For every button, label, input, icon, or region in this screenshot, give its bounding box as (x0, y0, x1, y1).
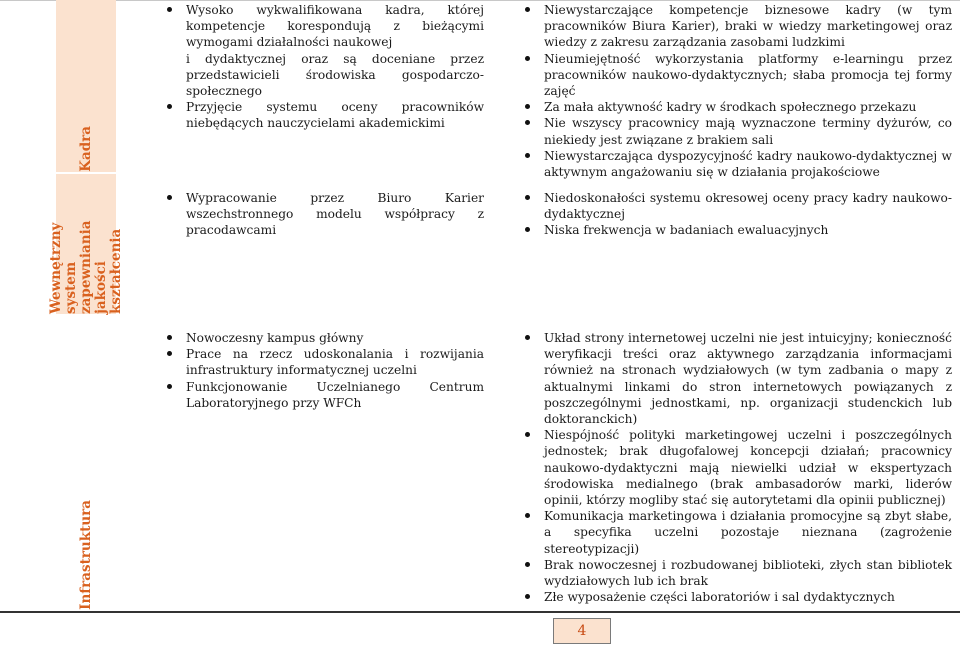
list-item: Przyjęcie systemu oceny pracowników niebędących nauczycielami akademickimi (164, 99, 484, 131)
list-item: Układ strony internetowej uczelni nie jest intuicyjny; konieczność weryfikacji treści oraz aktywnego zarządzania informacjami również na stronach wydziałowych (w tym zadbania o mapy z aktualnymi linkami do stron internetowych powiązanych z poszczególnymi jednostkami, np. organizacji studenckich lub doktoranckich) (522, 330, 952, 427)
list-item: Brak nowoczesnej i rozbudowanej biblioteki, złych stan bibliotek wydziałowych lub ich brak (522, 557, 952, 589)
list-item: Za mała aktywność kadry w środkach społecznego przekazu (522, 99, 952, 115)
list-item: Nieumiejętność wykorzystania platformy e-learningu przez pracowników naukowo-dydaktycznych; słaba promocja tej formy zajęć (522, 51, 952, 100)
section-label-box (56, 0, 116, 172)
list-item: Komunikacja marketingowa i działania promocyjne są zbyt słabe, a specyfika uczelni pozostaje nieznana (zagrożenie stereotypizacji) (522, 508, 952, 557)
section-system-jakosci (0, 174, 960, 314)
section-label-box (47, 174, 124, 314)
list-item: Wypracowanie przez Biuro Karier wszechstronnego modelu współpracy z pracodawcami (164, 190, 484, 239)
list-item: Wysoko wykwalifikowana kadra, której kompetencje korespondują z bieżącymi wymogami działalności naukowej (164, 2, 484, 51)
list-item: Niespójność polityki marketingowej uczelni i poszczególnych jednostek; brak długofalowej koncepcji działań; pracownicy naukowo-dydaktyczni mają niewielki udział w ekspertyzach środowiska medialnego (brak ambasadorów marki, liderów opinii, którzy mogliby stać się autorytetami dla opinii publicznej) (522, 427, 952, 508)
strengths-column (164, 190, 484, 239)
weaknesses-column (522, 330, 952, 605)
list-item: i dydaktycznej oraz są doceniane przez przedstawicieli środowiska gospodarczo-społecznego (186, 51, 484, 99)
strengths-column (164, 330, 484, 411)
list-item: Niska frekwencja w badaniach ewaluacyjnych (522, 222, 952, 238)
section-label: Kadra (77, 126, 94, 172)
footer-divider (0, 611, 960, 613)
list-item: Funkcjonowanie Uczelnianego Centrum Laboratoryjnego przy WFCh (164, 379, 484, 411)
weaknesses-column (522, 190, 952, 239)
section-label: Wewnętrzny system zapewniania jakości kształcenia (47, 220, 124, 314)
list-item: Niedoskonałości systemu okresowej oceny pracy kadry naukowo-dydaktycznej (522, 190, 952, 222)
list-item: Nie wszyscy pracownicy mają wyznaczone terminy dyżurów, co niekiedy jest związane z brakiem sali (522, 115, 952, 147)
section-label: Infrastruktura (77, 500, 94, 610)
list-item: Niewystarczające kompetencje biznesowe kadry (w tym pracowników Biura Karier), braki w wiedzy marketingowej oraz wiedzy z zakresu zarządzania zasobami ludzkimi (522, 2, 952, 51)
list-item: Złe wyposażenie części laboratoriów i sal dydaktycznych (522, 589, 952, 605)
section-kadra (0, 0, 960, 180)
list-item: Prace na rzecz udoskonalania i rozwijania infrastruktury informatycznej uczelni (164, 346, 484, 378)
list-item: Nowoczesny kampus główny (164, 330, 484, 346)
page-number: 4 (553, 618, 611, 644)
strengths-column (164, 2, 484, 132)
section-infrastruktura (0, 316, 960, 610)
weaknesses-column (522, 2, 952, 180)
section-label-box (56, 316, 116, 610)
list-item: Niewystarczająca dyspozycyjność kadry naukowo-dydaktycznej w aktywnym angażowaniu się w działania projakościowe (522, 148, 952, 180)
